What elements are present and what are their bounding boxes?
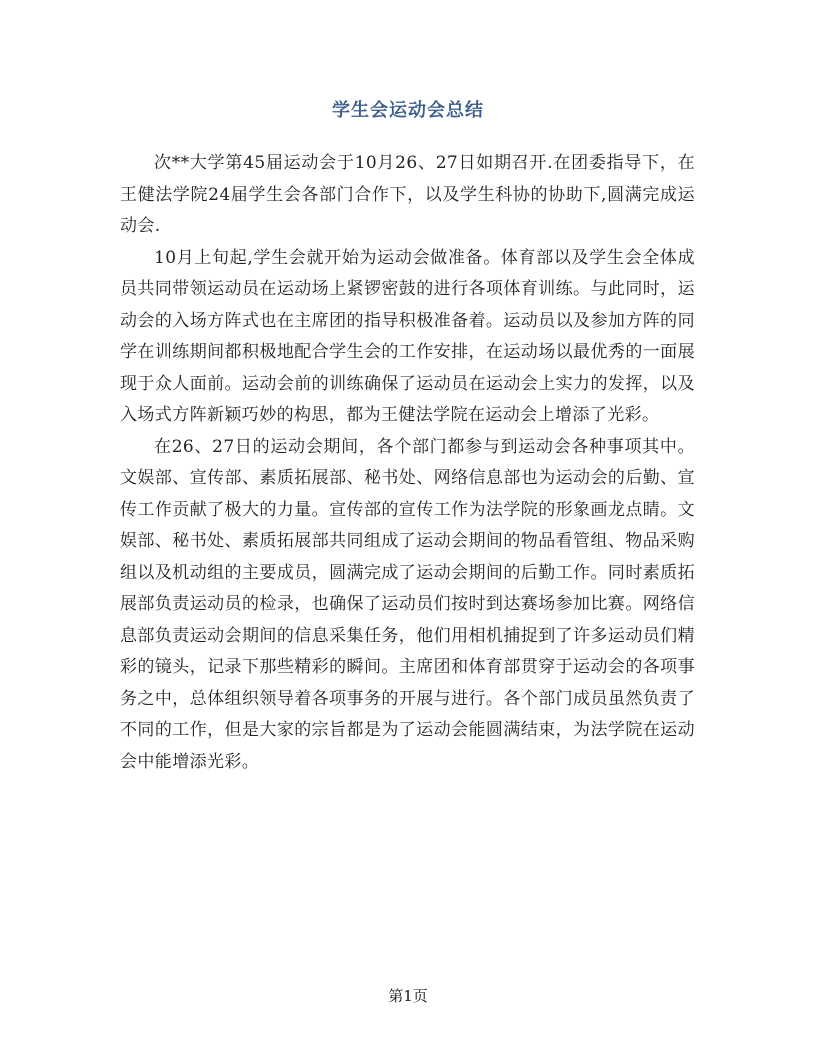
page-title: 学生会运动会总结 — [332, 100, 484, 121]
paragraph-event-period: 在26、27日的运动会期间，各个部门都参与到运动会各种事项其中。文娱部、宣传部、素质拓展部、秘书处、网络信息部也为运动会的后勤、宣传工作贡献了极大的力量。宣传部的宣传工作为法学院的形象画龙点睛。文娱部、秘书处、素质拓展部共同组成了运动会期间的物品看管组、物品采购组以及机动组的主要成员，圆满完成了运动会期间的后勤工作。同时素质拓展部负责运动员的检录，也确保了运动员们按时到达赛场参加比赛。网络信息部负责运动会期间的信息采集任务，他们用相机捕捉到了许多运动员们精彩的镜头，记录下那些精彩的瞬间。主席团和体育部贯穿于运动会的各项事务之中，总体组织领导着各项事务的开展与进行。各个部门成员虽然负责了不同的工作，但是大家的宗旨都是为了运动会能圆满结束，为法学院在运动会中能增添光彩。 — [120, 436, 695, 772]
page-number: 第1页 — [388, 987, 428, 1005]
paragraph-intro: 次**大学第45届运动会于10月26、27日如期召开.在团委指导下，在王健法学院24届学生会各部门合作下，以及学生科协的协助下,圆满完成运动会. — [120, 153, 695, 236]
paragraph-preparation: 10月上旬起,学生会就开始为运动会做准备。体育部以及学生会全体成员共同带领运动员在运动场上紧锣密鼓的进行各项体育训练。与此同时，运动会的入场方阵式也在主席团的指导积极准备着。运动员以及参加方阵的同学在训练期间都积极地配合学生会的工作安排，在运动场以最优秀的一面展现于众人面前。运动会前的训练确保了运动员在运动会上实力的发挥，以及入场式方阵新颖巧妙的构思，都为王健法学院在运动会上增添了光彩。 — [120, 247, 695, 425]
document-body — [120, 148, 695, 778]
